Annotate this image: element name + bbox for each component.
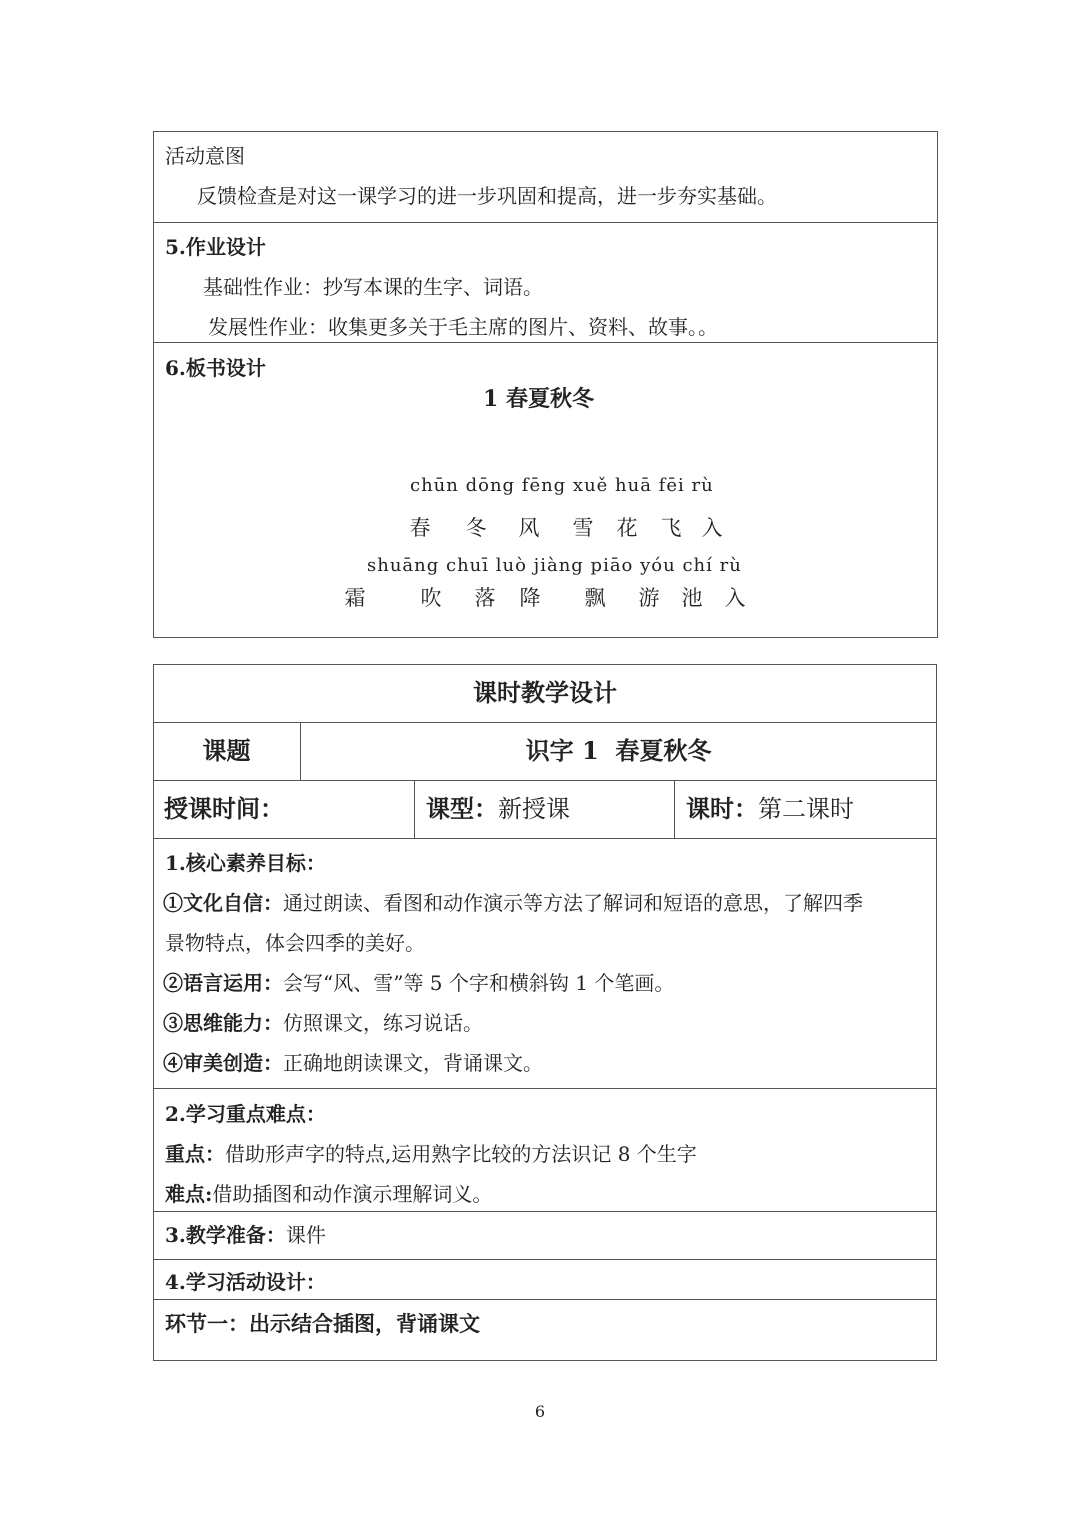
lesson-period (686, 794, 854, 824)
preparation-line (165, 1223, 326, 1247)
goals-heading: 1.核心素养目标： (165, 851, 326, 875)
goal-2 (163, 971, 674, 995)
homework-extended: 发展性作业：收集更多关于毛主席的图片、资料、故事。。 (208, 315, 718, 339)
goal-1 (163, 891, 863, 915)
focus-line (165, 1142, 697, 1166)
difficulty-label: 难点: (165, 1182, 213, 1206)
divider (153, 342, 938, 343)
divider (414, 780, 415, 838)
board-char: 花 (616, 516, 638, 540)
board-heading: 6.板书设计 (165, 356, 266, 380)
board-title: 1 春夏秋冬 (483, 386, 594, 412)
divider (153, 1259, 937, 1260)
goal-2-label: ②语言运用： (163, 971, 283, 995)
goal-1-label: ①文化自信： (163, 891, 283, 915)
board-char: 风 (518, 516, 540, 540)
divider (674, 780, 675, 838)
board-char: 入 (724, 586, 746, 610)
divider (153, 838, 937, 839)
goal-4 (163, 1051, 543, 1075)
divider (153, 722, 937, 723)
homework-heading: 5.作业设计 (165, 235, 266, 259)
homework-basic: 基础性作业：抄写本课的生字、词语。 (203, 275, 543, 299)
teaching-time-label: 授课时间： (164, 794, 284, 823)
focus-text: 借助形声字的特点,运用熟字比较的方法识记 8 个生字 (225, 1142, 697, 1166)
board-pinyin-row-1: chūn dōng fēng xuě huā fēi rù (410, 475, 714, 496)
lesson-table-title: 课时教学设计 (473, 678, 617, 707)
board-char: 春 (409, 516, 431, 540)
goal-4-label: ④审美创造： (163, 1051, 283, 1075)
step-1: 环节一：出示结合插图，背诵课文 (165, 1311, 480, 1336)
lesson-period-value: 第二课时 (758, 795, 854, 823)
activities-heading: 4.学习活动设计： (165, 1270, 326, 1294)
preparation-label: 3.教学准备： (165, 1223, 286, 1247)
divider (153, 222, 938, 223)
lesson-period-label: 课时： (686, 794, 758, 823)
board-char: 霜 (344, 586, 366, 610)
divider (153, 1299, 937, 1300)
board-char: 降 (519, 586, 541, 610)
board-char: 飘 (584, 586, 606, 610)
page-number: 6 (534, 1402, 546, 1421)
focus-label: 重点： (165, 1142, 225, 1166)
lesson-type-label: 课型： (426, 794, 498, 823)
board-char: 吹 (420, 586, 442, 610)
topic-label: 课题 (202, 736, 251, 765)
difficulty-line (165, 1182, 492, 1206)
board-char: 池 (681, 586, 703, 610)
board-char: 飞 (660, 516, 682, 540)
difficulty-text: 借助插图和动作演示理解词义。 (212, 1182, 493, 1206)
goal-1-continued: 景物特点，体会四季的美好。 (165, 931, 425, 955)
board-char: 冬 (465, 516, 487, 540)
divider (153, 1211, 937, 1212)
topic-value: 识字 1 春夏秋冬 (525, 736, 712, 765)
divider (153, 780, 937, 781)
lesson-type-value: 新授课 (498, 795, 570, 823)
board-char: 落 (474, 586, 496, 610)
goal-1-text: 通过朗读、看图和动作演示等方法了解词和短语的意思，了解四季 (283, 891, 863, 915)
board-char: 入 (701, 516, 723, 540)
goal-4-text: 正确地朗读课文，背诵课文。 (283, 1051, 543, 1075)
preparation-value: 课件 (285, 1223, 326, 1247)
divider (153, 1088, 937, 1089)
lesson-type (426, 794, 570, 824)
activity-heading: 活动意图 (165, 144, 245, 168)
board-char: 游 (638, 586, 660, 610)
keypoints-heading: 2.学习重点难点： (165, 1102, 326, 1126)
board-char: 雪 (572, 516, 594, 540)
goal-3-text: 仿照课文，练习说话。 (283, 1011, 483, 1035)
goal-3-label: ③思维能力： (163, 1011, 283, 1035)
goal-2-text: 会写“风、雪”等 5 个字和横斜钩 1 个笔画。 (283, 971, 675, 995)
board-pinyin-row-2: shuāng chuī luò jiàng piāo yóu chí rù (367, 555, 742, 576)
activity-text: 反馈检查是对这一课学习的进一步巩固和提高，进一步夯实基础。 (197, 184, 777, 208)
goal-3 (163, 1011, 483, 1035)
